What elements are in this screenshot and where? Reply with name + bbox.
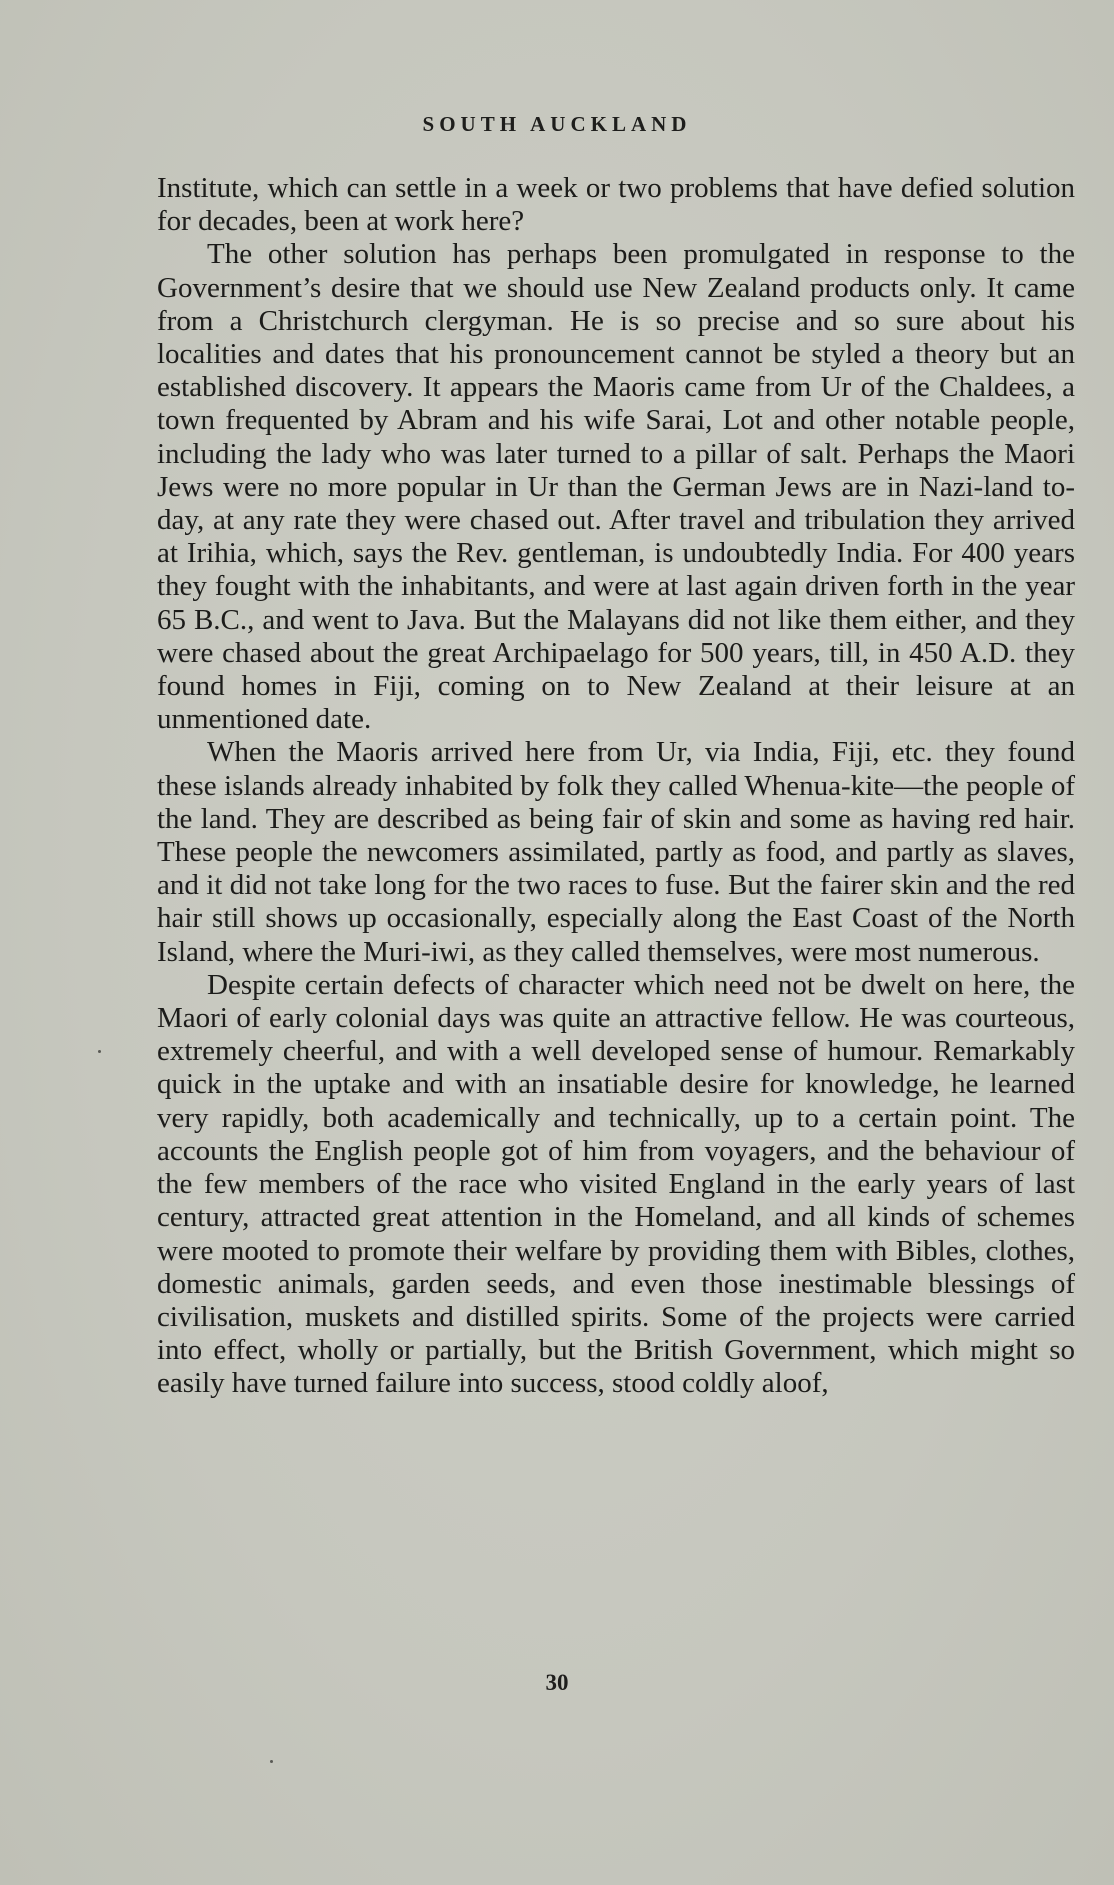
paragraph-4: Despite certain defects of character which need not be dwelt on here, the Maori of early colonial days was quite an attractive fellow. He was courteous, extremely cheerful, and with a well developed sense of humour. Remarkably quick in the uptake and with an insatiable desire for knowledge, he learned very rapidly, both academically and technically, up to a certain point. The accounts the English people got of him from voyagers, and the behaviour of the few members of the race who visited England in the early years of last century, attracted great attention in the Homeland, and all kinds of schemes were mooted to promote their welfare by providing them with Bibles, clothes, domestic animals, garden seeds, and even those inestimable blessings of civilisation, muskets and distilled spirits. Some of the projects were carried into effect, wholly or partially, but the British Government, which might so easily have turned failure into success, stood coldly aloof, bbox=[157, 968, 1075, 1400]
page-number: 30 bbox=[545, 1670, 569, 1695]
body-text bbox=[157, 172, 1075, 1401]
paragraph-3: When the Maoris arrived here from Ur, via India, Fiji, etc. they found these islands already inhabited by folk they called Whenua-kite—the people of the land. They are described as being fair of skin and some as having red hair. These people the newcomers assimilated, partly as food, and partly as slaves, and it did not take long for the two races to fuse. But the fairer skin and the red hair still shows up occasionally, especially along the East Coast of the North Island, where the Muri-iwi, as they called themselves, were most numerous. bbox=[157, 736, 1075, 968]
paragraph-1: Institute, which can settle in a week or two problems that have defied solution for decades, been at work here? bbox=[157, 172, 1075, 238]
paper-speck bbox=[98, 1050, 101, 1053]
running-head: SOUTH AUCKLAND bbox=[422, 112, 692, 136]
paragraph-2: The other solution has perhaps been promulgated in response to the Government’s desire that we should use New Zealand products only. It came from a Christchurch clergyman. He is so precise and so sure about his localities and dates that his pronouncement cannot be styled a theory but an established discovery. It appears the Maoris came from Ur of the Chaldees, a town frequented by Abram and his wife Sarai, Lot and other notable people, including the lady who was later turned to a pillar of salt. Perhaps the Maori Jews were no more popular in Ur than the German Jews are in Nazi-land to-day, at any rate they were chased out. After travel and tribulation they arrived at Irihia, which, says the Rev. gentleman, is undoubtedly India. For 400 years they fought with the inhabitants, and were at last again driven forth in the year 65 B.C., and went to Java. But the Malayans did not like them either, and they were chased about the great Archipaelago for 500 years, till, in 450 A.D. they found homes in Fiji, coming on to New Zealand at their leisure at an unmentioned date. bbox=[157, 238, 1075, 736]
paper-speck bbox=[270, 1760, 273, 1763]
